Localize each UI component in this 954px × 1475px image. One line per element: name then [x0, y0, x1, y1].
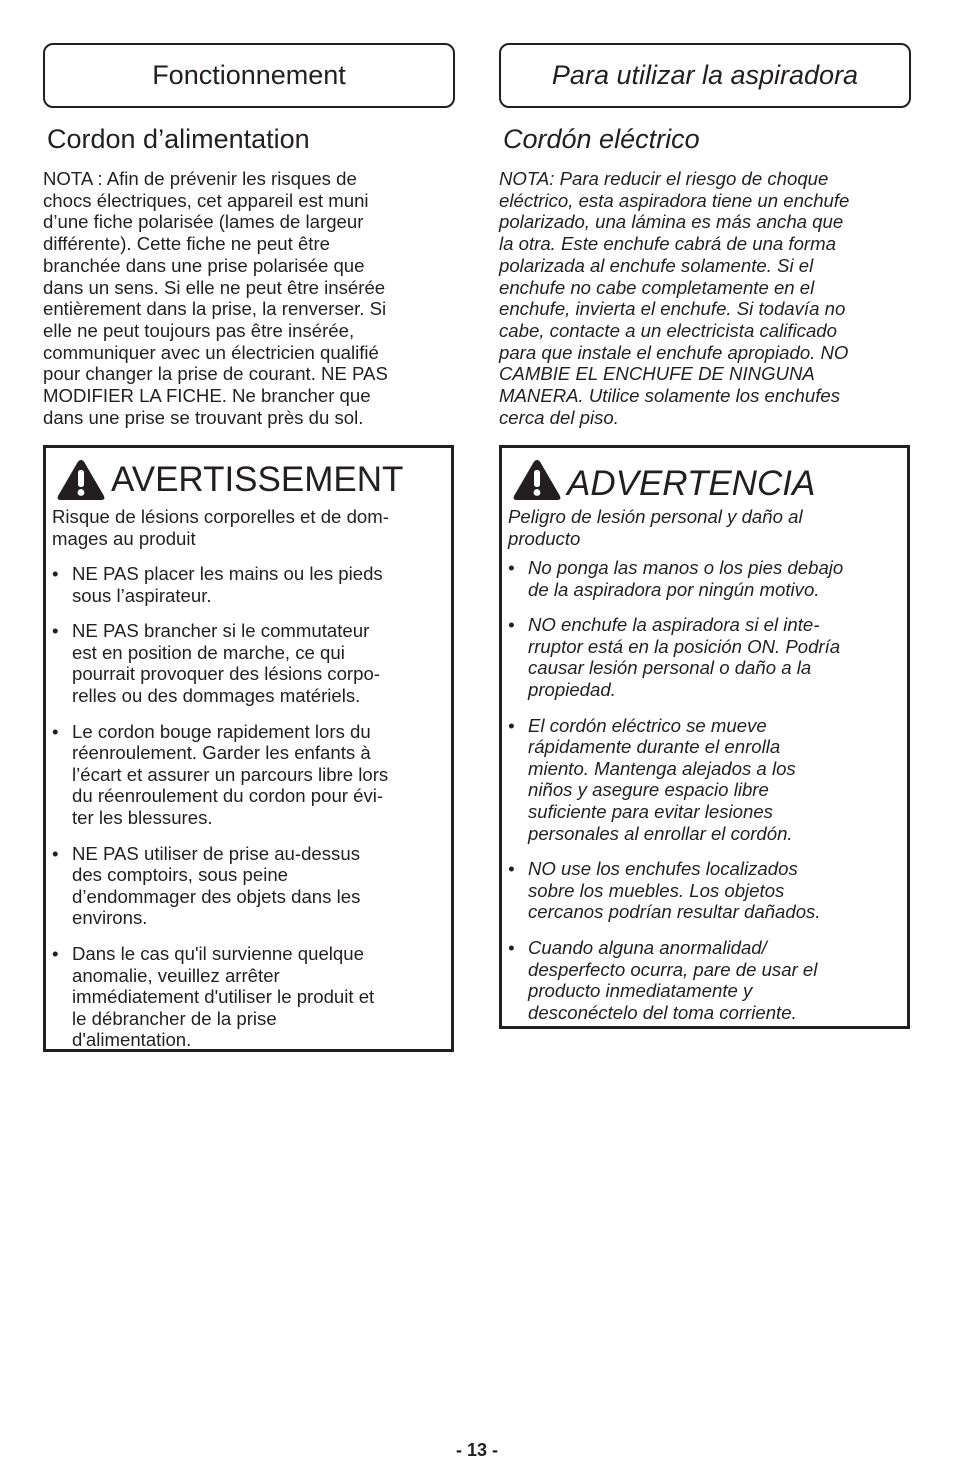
warning-bullet-line: desperfecto ocurra, pare de usar el: [528, 958, 818, 980]
warning-bullet-line: miento. Mantenga alejados a los: [528, 757, 796, 779]
bullet-dot-icon: •: [52, 620, 59, 642]
nota-line: CAMBIE EL ENCHUFE DE NINGUNA: [499, 363, 815, 385]
warning-title-es: ADVERTENCIA: [567, 464, 816, 503]
nota-line: polarizado, una lámina es más ancha que: [499, 211, 844, 233]
bullet-dot-icon: •: [508, 714, 515, 736]
warning-header-es: [502, 448, 907, 506]
section-header-es: [499, 43, 911, 108]
bullet-dot-icon: •: [52, 842, 59, 864]
warning-header-fr: [46, 448, 451, 506]
warning-bullet-item: [46, 620, 451, 706]
nota-line: pour changer la prise de courant. NE PAS: [43, 363, 388, 385]
warning-bullet-line: desconéctelo del toma corriente.: [528, 1001, 797, 1023]
warning-list-fr: [46, 563, 451, 1051]
warning-bullet-line: NE PAS brancher si le commutateur: [72, 620, 370, 642]
warning-bullet-line: producto inmediatamente y: [528, 980, 753, 1002]
warning-bullet-item: [502, 858, 907, 923]
warning-intro-line: Risque de lésions corporelles et de dom-: [52, 506, 389, 527]
warning-intro-fr: [52, 506, 445, 549]
nota-line: eléctrico, esta aspiradora tiene un enchufe: [499, 189, 850, 211]
warning-bullet-line: le débrancher de la prise: [72, 1007, 277, 1029]
warning-triangle-icon: [56, 458, 106, 502]
nota-line: chocs électriques, cet appareil est muni: [43, 189, 369, 211]
warning-bullet-line: personales al enrollar el cordón.: [528, 822, 793, 844]
warning-bullet-line: No ponga las manos o los pies debajo: [528, 557, 844, 578]
section-header-es-label: Para utilizar la aspiradora: [551, 60, 859, 90]
nota-line: différente). Cette fiche ne peut être: [43, 233, 331, 255]
warning-bullet-line: d’endommager des objets dans les: [72, 885, 361, 907]
warning-bullet-line: de la aspiradora por ningún motivo.: [528, 578, 820, 600]
subtitle-es: Cordón eléctrico: [503, 124, 700, 154]
warning-intro-es: [508, 506, 901, 549]
nota-line: entièrement dans la prise, la renverser. Si: [43, 298, 387, 320]
section-header-fr: [43, 43, 455, 108]
nota-line: enchufe no cabe completamente en el: [499, 276, 815, 298]
warning-bullet-item: [502, 715, 907, 845]
warning-bullet-item: [46, 943, 451, 1051]
warning-bullet-line: cercanos podrían resultar dañados.: [528, 901, 821, 923]
warning-bullet-line: l’écart et assurer un parcours libre lors: [72, 763, 389, 785]
warning-bullet-item: [502, 937, 907, 1023]
warning-list-es: [502, 557, 907, 1023]
warning-bullet-line: du réenroulement du cordon pour évi-: [72, 785, 384, 807]
bullet-dot-icon: •: [508, 614, 515, 636]
bullet-dot-icon: •: [508, 557, 515, 578]
subtitle-fr: Cordon d’alimentation: [47, 124, 310, 154]
warning-box-es: [499, 445, 910, 1029]
warning-bullet-line: réenroulement. Garder les enfants à: [72, 742, 371, 764]
bullet-dot-icon: •: [508, 936, 515, 958]
warning-bullet-line: est en position de marche, ce qui: [72, 641, 345, 663]
warning-bullet-line: Dans le cas qu'il survienne quelque: [72, 942, 364, 964]
warning-bullet-line: Cuando alguna anormalidad/: [528, 936, 767, 958]
warning-bullet-line: NO enchufe la aspiradora si el inte-: [528, 614, 820, 636]
nota-line: communiquer avec un électricien qualifié: [43, 341, 379, 363]
nota-es: [499, 168, 911, 428]
nota-line: NOTA: Para reducir el riesgo de choque: [499, 168, 829, 189]
warning-bullet-line: sobre los muebles. Los objetos: [528, 879, 785, 901]
nota-line: para que instale el enchufe apropiado. NO: [499, 341, 849, 363]
nota-line: MANERA. Utilice solamente los enchufes: [499, 385, 841, 407]
warning-intro-line: producto: [508, 527, 581, 549]
nota-line: elle ne peut toujours pas être insérée,: [43, 319, 355, 341]
page-number: - 13 -: [455, 1440, 498, 1460]
warning-triangle-icon: [512, 458, 562, 502]
warning-bullet-line: causar lesión personal o daño a la: [528, 657, 812, 679]
nota-line: polarizada al enchufe solamente. Si el: [499, 254, 814, 276]
warning-bullet-line: des comptoirs, sous peine: [72, 864, 289, 886]
nota-line: la otra. Este enchufe cabrá de una forma: [499, 233, 836, 255]
warning-bullet-item: [502, 557, 907, 600]
warning-title-fr: AVERTISSEMENT: [111, 460, 404, 499]
warning-bullet-line: sous l’aspirateur.: [72, 584, 212, 606]
nota-line: branchée dans une prise polarisée que: [43, 254, 365, 276]
nota-line: dans une prise se trouvant près du sol.: [43, 406, 364, 428]
warning-bullet-line: NE PAS utiliser de prise au-dessus: [72, 842, 360, 864]
warning-bullet-item: [46, 563, 451, 606]
warning-bullet-line: Le cordon bouge rapidement lors du: [72, 720, 371, 742]
warning-bullet-line: NE PAS placer les mains ou les pieds: [72, 563, 383, 584]
bullet-dot-icon: •: [52, 942, 59, 964]
warning-bullet-line: anomalie, veuillez arrêter: [72, 964, 280, 986]
warning-bullet-item: [46, 721, 451, 829]
warning-bullet-line: environs.: [72, 907, 148, 929]
nota-line: cerca del piso.: [499, 406, 619, 428]
nota-line: enchufe, invierta el enchufe. Si todavía no: [499, 298, 846, 320]
nota-line: NOTA : Afin de prévenir les risques de: [43, 168, 357, 189]
warning-box-fr: [43, 445, 454, 1052]
warning-bullet-line: immédiatement d'utiliser le produit et: [72, 986, 375, 1008]
nota-line: dans un sens. Si elle ne peut être insérée: [43, 276, 386, 298]
warning-bullet-line: relles ou des dommages matériels.: [72, 684, 361, 706]
bullet-dot-icon: •: [508, 858, 515, 880]
warning-intro-line: mages au produit: [52, 527, 196, 549]
nota-line: d’une fiche polarisée (lames de largeur: [43, 211, 364, 233]
nota-line: MODIFIER LA FICHE. Ne brancher que: [43, 385, 371, 407]
warning-bullet-item: [46, 843, 451, 929]
warning-bullet-line: El cordón eléctrico se mueve: [528, 714, 767, 736]
section-header-fr-label: Fonctionnement: [152, 60, 346, 90]
warning-intro-line: Peligro de lesión personal y daño al: [508, 506, 803, 527]
nota-line: cabe, contacte a un electricista calificado: [499, 319, 837, 341]
warning-bullet-line: NO use los enchufes localizados: [528, 858, 798, 880]
warning-bullet-line: ter les blessures.: [72, 806, 213, 828]
nota-fr: [43, 168, 455, 428]
warning-bullet-line: d'alimentation.: [72, 1029, 192, 1051]
warning-bullet-line: rruptor está en la posición ON. Podría: [528, 635, 841, 657]
warning-bullet-item: [502, 614, 907, 700]
warning-bullet-line: niños y asegure espacio libre: [528, 779, 769, 801]
warning-bullet-line: suficiente para evitar lesiones: [528, 800, 773, 822]
warning-bullet-line: pourrait provoquer des lésions corpo-: [72, 663, 380, 685]
bullet-dot-icon: •: [52, 720, 59, 742]
warning-bullet-line: propiedad.: [528, 678, 616, 700]
bullet-dot-icon: •: [52, 563, 59, 584]
warning-bullet-line: rápidamente durante el enrolla: [528, 736, 781, 758]
